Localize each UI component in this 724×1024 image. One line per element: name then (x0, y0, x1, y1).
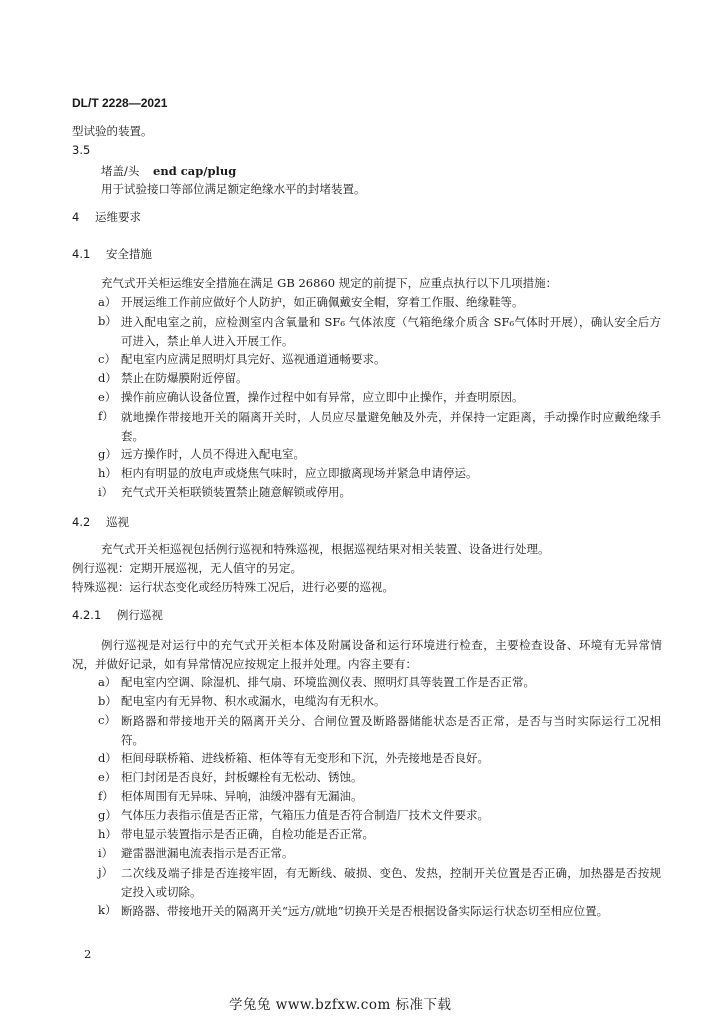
section-4-2-line: 特殊巡视：运行状态变化或经历特殊工况后，进行必要的巡视。 (72, 580, 394, 594)
section-4-2-line: 例行巡视：定期开展巡视，无人值守的另定。 (72, 561, 302, 575)
list-item-text: 柜门封闭是否良好，封板螺栓有无松动、锈蚀。 (121, 770, 363, 784)
section-title: 巡视 (105, 515, 129, 529)
section-4-1-intro: 充气式开关柜运维安全措施在满足 GB 26860 规定的前提下，应重点执行以下几项措施： (101, 276, 558, 290)
section-4-2-line: 充气式开关柜巡视包括例行巡视和特殊巡视，根据巡视结果对相关装置、设备进行处理。 (101, 542, 550, 556)
list-item-text: 操作前应确认设备位置，操作过程中如有异常，应立即中止操作，并查明原因。 (121, 390, 524, 404)
document-id-header: DL/T 2228—2021 (72, 96, 168, 110)
list-item-text: 柜体周围有无异味、异响，油缓冲器有无漏油。 (121, 789, 363, 803)
term-number: 3.5 (72, 143, 91, 157)
list-item-label: b） (98, 694, 117, 708)
list-item-text: 配电室内应满足照明灯具完好、巡视通道通畅要求。 (121, 352, 386, 366)
section-4-2-1-heading (72, 607, 163, 623)
list-item-text: 带电显示装置指示是否正确，自检功能是否正常。 (121, 827, 374, 841)
list-item-label: j） (98, 865, 114, 879)
list-item-text: 气体压力表指示值是否正常，气箱压力值是否符合制造厂技术文件要求。 (121, 808, 489, 822)
list-item-text: 禁止在防爆膜附近停留。 (121, 371, 248, 385)
list-item-label: b） (98, 314, 117, 328)
section-4-heading (72, 209, 141, 225)
list-item-text: 断路器和带接地开关的隔离开关分、合闸位置及断路器储能状态是否正常，是否与当时实际运行工况相符。 (121, 714, 661, 747)
section-title: 运维要求 (94, 210, 141, 224)
list-item-label: e） (98, 770, 117, 784)
section-number: 4.2.1 (72, 608, 102, 622)
section-number: 4 (72, 210, 80, 224)
page-number: 2 (84, 947, 92, 961)
list-item-text: 开展运维工作前应做好个人防护，如正确佩戴安全帽，穿着工作服、绝缘鞋等。 (121, 295, 524, 309)
list-item-text: 二次线及端子排是否连接牢固，有无断线、破损、变色、发热，控制开关位置是否正确，加热器是否按规定投入或切除。 (121, 866, 661, 899)
continuation-line: 型试验的装置。 (72, 124, 153, 138)
list-item-text: 配电室内空调、除湿机、排气扇、环境监测仪表、照明灯具等装置工作是否正常。 (121, 675, 535, 689)
list-item-text: 柜间母联桥箱、进线桥箱、柜体等有无变形和下沉，外壳接地是否良好。 (121, 751, 489, 765)
term-title (101, 163, 236, 179)
list-item-text: 柜内有明显的放电声或烧焦气味时，应立即撤离现场并紧急申请停运。 (121, 466, 478, 480)
list-item-text: 避雷器泄漏电流表指示是否正常。 (121, 846, 294, 860)
list-item-label: f） (98, 789, 114, 803)
section-title: 例行巡视 (116, 608, 163, 622)
list-item-text: 配电室内有无异物、积水或漏水，电缆沟有无积水。 (121, 694, 386, 708)
section-4-1-heading (72, 246, 152, 262)
list-item-label: d） (98, 371, 117, 385)
list-item-label: c） (98, 713, 116, 727)
term-title-cn: 堵盖/头 (101, 164, 140, 178)
list-item-label: i） (98, 846, 114, 860)
list-item-text: 远方操作时，人员不得进入配电室。 (121, 447, 305, 461)
list-item-text: 进入配电室之前，应检测室内含氧量和 SF₆ 气体浓度（气箱绝缘介质含 SF₆气体时开展），确认安全后方可进入，禁止单人进入开展工作。 (121, 315, 661, 348)
list-item-label: g） (98, 808, 117, 822)
section-4-2-1-intro: 例行巡视是对运行中的充气式开关柜本体及附属设备和运行环境进行检查，主要检查设备、环境有无异常情况，并做好记录，如有异常情况应按规定上报并处理。内容主要有： (72, 638, 662, 671)
section-number: 4.2 (72, 515, 91, 529)
list-item-label: h） (98, 466, 117, 480)
term-definition: 用于试验接口等部位满足额定绝缘水平的封堵装置。 (101, 182, 366, 196)
list-item-text: 就地操作带接地开关的隔离开关时，人员应尽量避免触及外壳，并保持一定距离，手动操作时应戴绝缘手套。 (121, 410, 661, 443)
footer-watermark-text: 学兔兔 www.bzfxw.com 标准下载 (229, 997, 452, 1013)
list-item-label: e） (98, 390, 117, 404)
list-item-label: k） (98, 903, 117, 917)
list-item-label: d） (98, 751, 117, 765)
section-4-2-heading (72, 514, 129, 530)
section-number: 4.1 (72, 247, 91, 261)
list-item-text: 充气式开关柜联锁装置禁止随意解锁或停用。 (121, 485, 351, 499)
list-item-label: g） (98, 447, 117, 461)
list-item-label: f） (98, 409, 114, 423)
list-item-label: a） (98, 295, 117, 309)
list-item-label: i） (98, 485, 114, 499)
list-item-label: c） (98, 352, 116, 366)
list-item-label: h） (98, 827, 117, 841)
term-title-en: end cap/plug (153, 164, 237, 178)
section-title: 安全措施 (105, 247, 152, 261)
list-item-label: a） (98, 675, 117, 689)
list-item-text: 断路器、带接地开关的隔离开关“远方/就地”切换开关是否根据设备实际运行状态切至相应位置。 (121, 904, 609, 918)
